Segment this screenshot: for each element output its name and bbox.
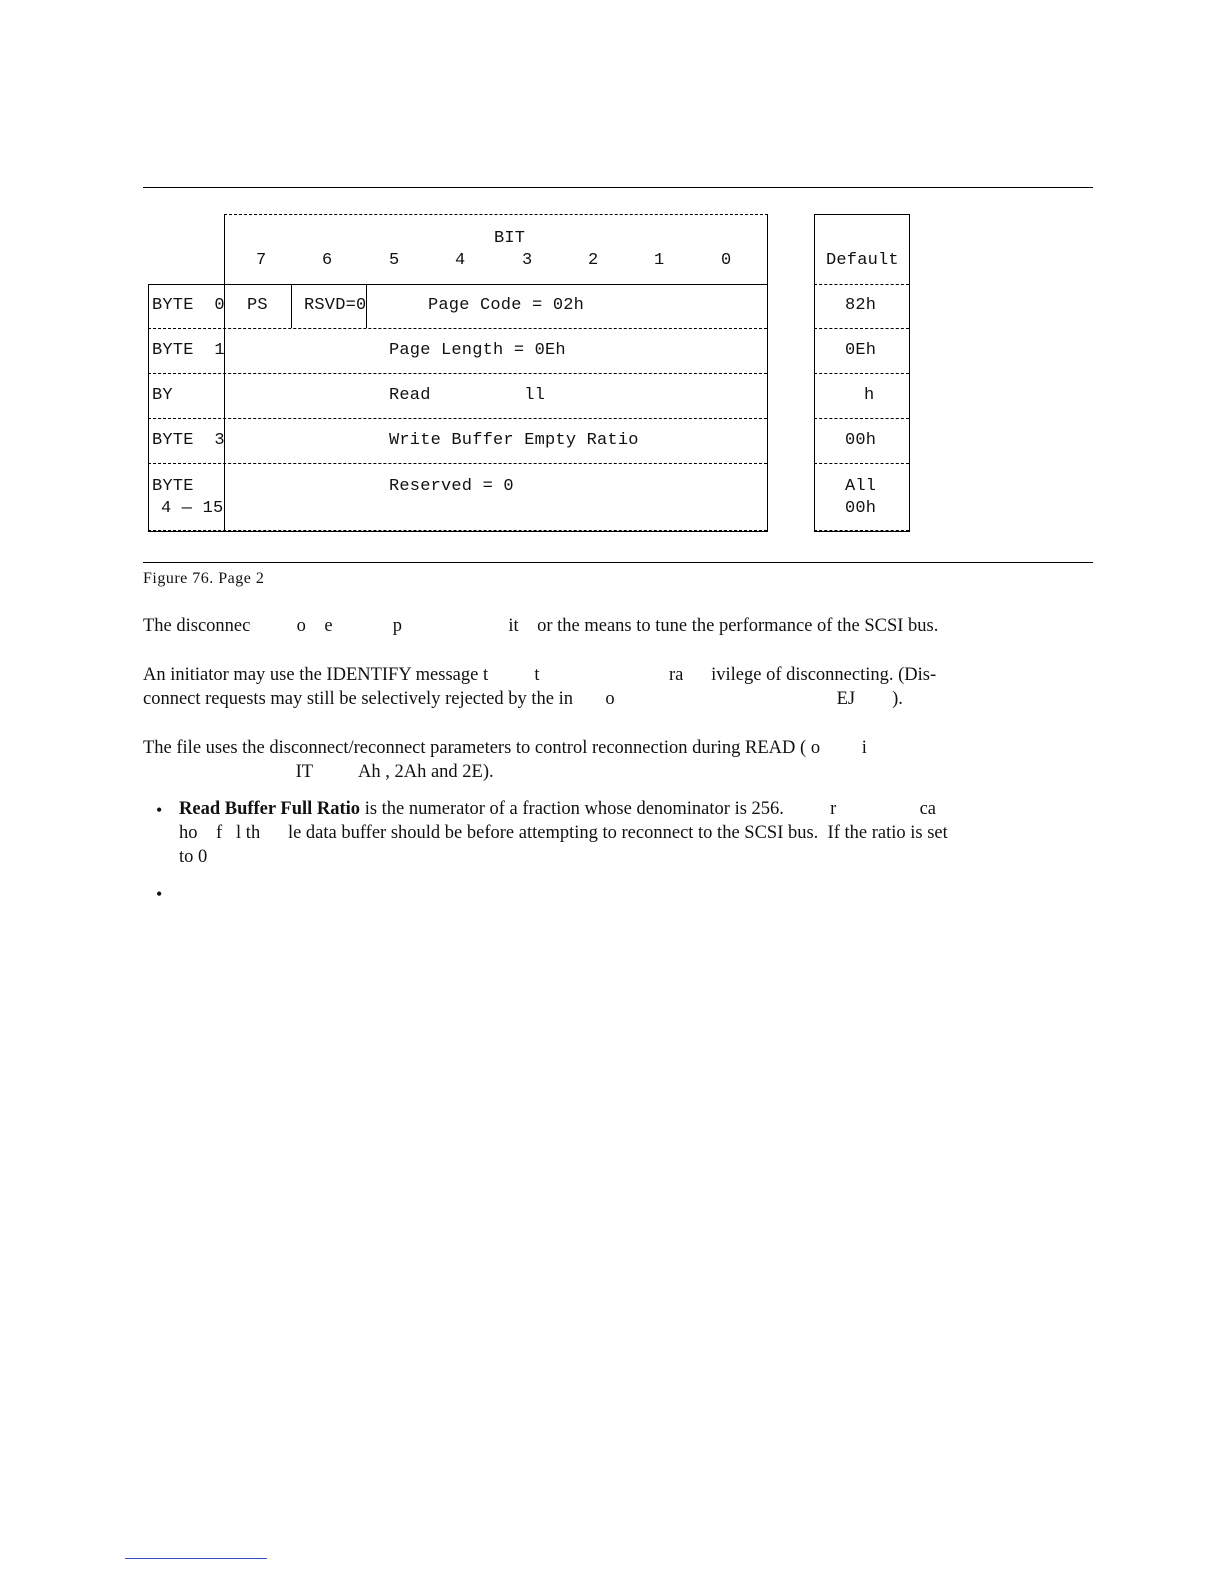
bullet-1-line-1 — [179, 797, 1089, 821]
bullet-1-term: Read Buffer Full Ratio — [179, 799, 361, 819]
figure-top-rule — [143, 187, 1093, 188]
default-value: 0Eh — [845, 341, 877, 360]
figure-caption: Figure 76. Page 2 — [143, 570, 265, 587]
bit-number: 4 — [455, 251, 466, 270]
byte-label: BYTE 1 — [152, 341, 225, 360]
default-value: All — [845, 477, 877, 496]
bullet-1-line-2: ho f l th le data buffer should be before attempting to reconnect to the SCSI bus. If the ratio is set — [179, 823, 948, 843]
bit-header-box — [224, 214, 768, 285]
bit-number: 1 — [654, 251, 665, 270]
footer-link-underline — [125, 1558, 267, 1559]
bullet-1-line-3: to 0 — [179, 847, 208, 867]
bit-number: 7 — [256, 251, 267, 270]
row-divider — [148, 328, 767, 329]
byte-label: BY — [152, 386, 173, 405]
page-code-field: Page Code = 02h — [428, 296, 585, 315]
bit-number: 2 — [588, 251, 599, 270]
row-divider — [814, 418, 909, 419]
row-divider — [814, 284, 909, 285]
row-divider — [814, 214, 909, 215]
reserved-field: Reserved = 0 — [389, 477, 514, 496]
row-divider — [814, 373, 909, 374]
read-buffer-field: Read ll — [389, 386, 546, 405]
paragraph-2-line-1: An initiator may use the IDENTIFY message t t ra ivilege of disconnecting. (Dis- — [143, 665, 937, 685]
row-divider — [814, 463, 909, 464]
row-divider — [148, 284, 767, 285]
byte-column-divider — [224, 284, 225, 530]
byte-label: 4 — 15 — [161, 499, 224, 518]
paragraph-1: The disconnec o e p it or the means to tune the performance of the SCSI bus. — [143, 616, 939, 636]
paragraph-3-line-1: The file uses the disconnect/reconnect parameters to control reconnection during READ ( o i — [143, 738, 867, 758]
rsvd-field: RSVD=0 — [304, 296, 367, 315]
paragraph-3-line-2: IT Ah , 2Ah and 2E). — [143, 762, 494, 782]
bit-header-label: BIT — [494, 229, 526, 248]
ps-divider — [291, 284, 292, 328]
row-divider — [148, 418, 767, 419]
page-length-field: Page Length = 0Eh — [389, 341, 566, 360]
byte-label: BYTE 3 — [152, 431, 225, 450]
row-divider — [148, 530, 767, 531]
default-header: Default — [826, 251, 899, 270]
write-buffer-field: Write Buffer Empty Ratio — [389, 431, 639, 450]
ps-field: PS — [247, 296, 268, 315]
paragraph-2-line-2: connect requests may still be selectively rejected by the in o EJ ). — [143, 689, 903, 709]
bullet-1-text: is the numerator of a fraction whose denominator is 256. r ca — [360, 799, 936, 819]
row-divider — [814, 328, 909, 329]
byte-label: BYTE — [152, 477, 194, 496]
row-divider — [814, 530, 909, 531]
row-divider — [148, 463, 767, 464]
figure-bottom-rule — [143, 562, 1093, 563]
bullet-icon: • — [156, 800, 163, 820]
bit-number: 5 — [389, 251, 400, 270]
default-value: 82h — [845, 296, 877, 315]
row-divider — [148, 373, 767, 374]
bit-number: 6 — [322, 251, 333, 270]
default-value: h — [864, 386, 875, 405]
bit-number: 3 — [522, 251, 533, 270]
default-value: 00h — [845, 431, 877, 450]
bullet-icon: • — [156, 884, 163, 904]
byte-label: BYTE 0 — [152, 296, 225, 315]
default-value: 00h — [845, 499, 877, 518]
bit-number: 0 — [721, 251, 732, 270]
